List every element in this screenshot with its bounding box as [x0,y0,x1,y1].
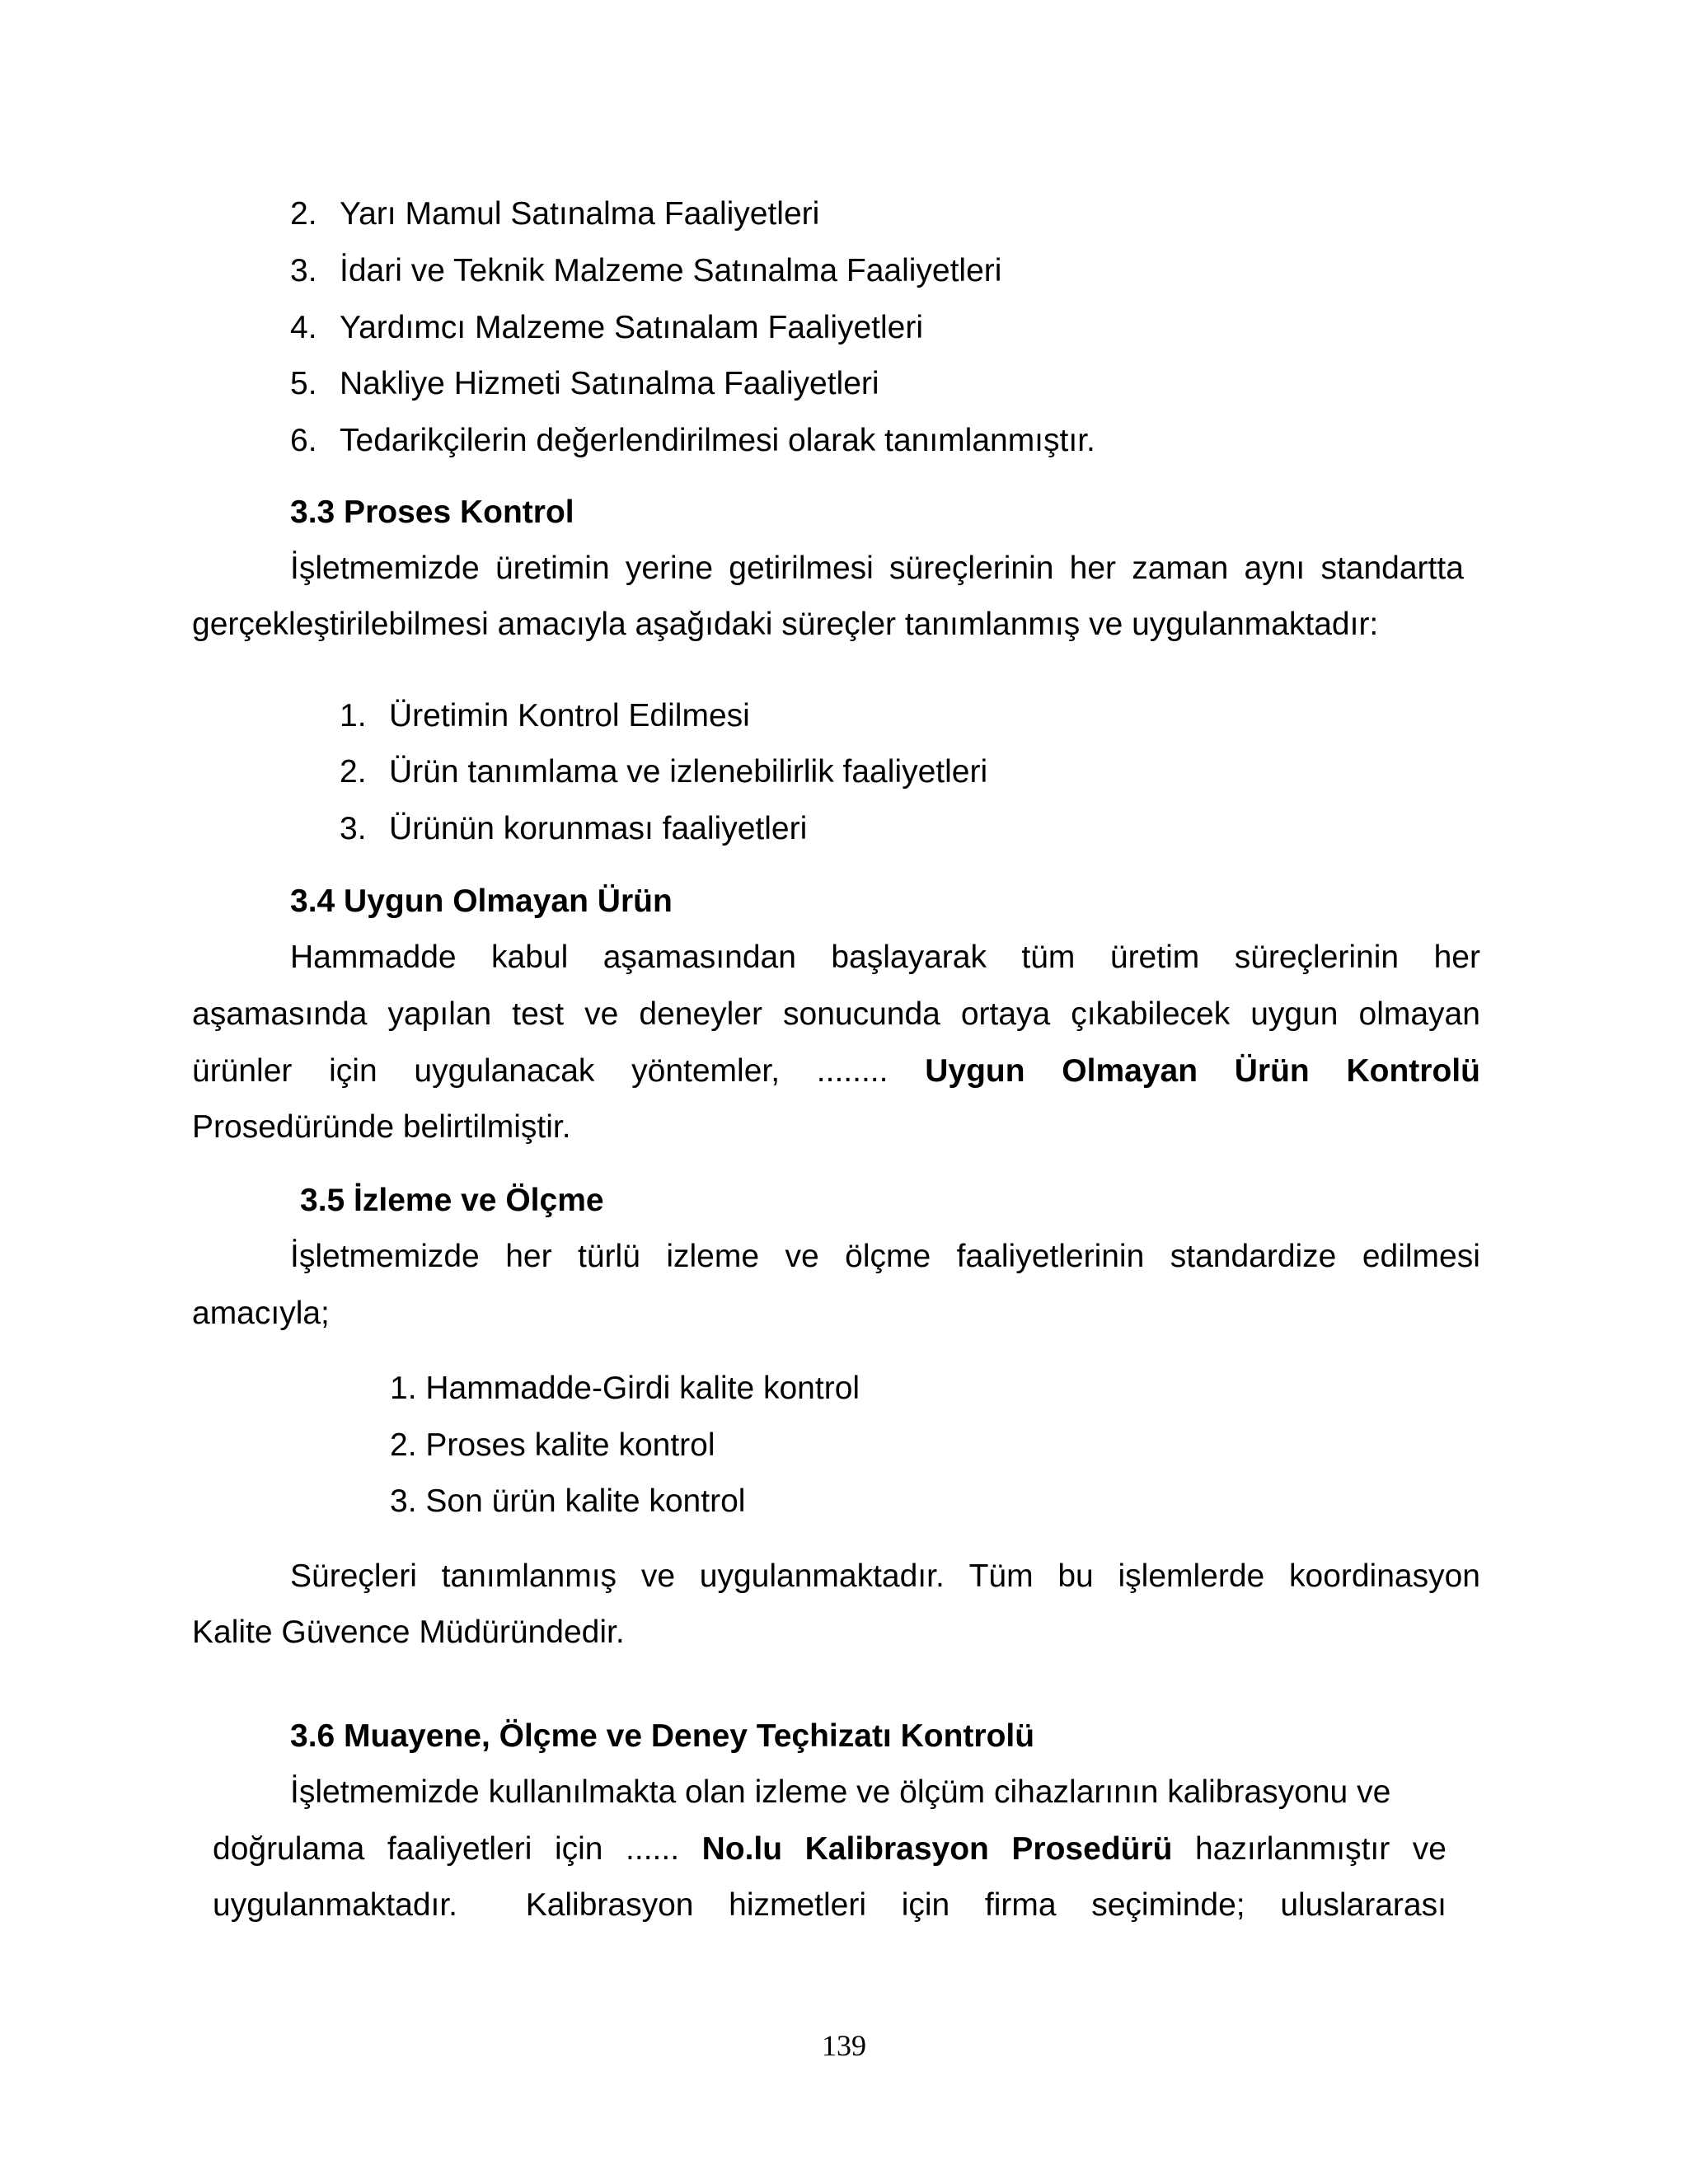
list-item [290,255,1001,287]
paragraph-line [290,941,1480,973]
paragraph-line [192,1055,1480,1087]
word: bu [1057,1558,1094,1594]
list-number: 2. [340,754,367,790]
word: uygulanmaktadır. [213,1887,458,1923]
list-item [290,312,923,344]
list-item: 1. Hammadde-Girdi kalite kontrol [390,1371,860,1406]
word: ölçme [845,1239,931,1274]
list-number: 3. [340,811,367,846]
word: hizmetleri [729,1887,867,1923]
paragraph-line: Kalite Güvence Müdüründedir. [192,1615,625,1650]
paragraph-line [213,1833,1447,1865]
bold-word: Kontrolü [1346,1053,1480,1089]
list-text: Üretimin Kontrol Edilmesi [389,698,750,733]
list-number: 1. [340,698,367,733]
word: süreçlerinin [1234,940,1400,975]
paragraph-line [213,1889,1447,1921]
list-item [290,368,879,400]
list-text: Ürünün korunması faaliyetleri [389,811,808,846]
word: kabul [491,940,569,975]
word: üretim [1109,940,1200,975]
word: seçiminde; [1091,1887,1245,1923]
word: ve [785,1239,819,1274]
word: her [1433,940,1480,975]
list-text: Ürün tanımlama ve izlenebilirlik faaliyetleri [389,754,988,790]
word: faaliyetlerinin [956,1239,1145,1274]
word: ve [640,1558,676,1594]
list-text: Nakliye Hizmeti Satınalma Faaliyetleri [340,366,879,401]
list-number: 3. [290,253,317,288]
paragraph-line [192,998,1480,1030]
word: İşletmemizde [290,1239,480,1274]
list-item [340,756,987,788]
list-text: Tedarikçilerin değerlendirilmesi olarak tanımlanmıştır. [340,423,1095,458]
word: edilmesi [1362,1239,1480,1274]
word: getirilmesi [729,551,874,586]
word: sonucunda [783,996,940,1032]
paragraph-line: amacıyla; [192,1296,330,1331]
word: uluslararası [1280,1887,1447,1923]
word: başlayarak [831,940,987,975]
paragraph-line: Prosedüründe belirtilmiştir. [192,1109,571,1145]
bold-word: Olmayan [1062,1053,1198,1089]
word: ...... [626,1831,680,1867]
list-item [340,813,807,845]
word: uygulanmaktadır. [699,1558,945,1594]
list-text: Yarı Mamul Satınalma Faaliyetleri [340,196,820,232]
word: tüm [1021,940,1076,975]
word: Hammadde [290,940,457,975]
word: ve [584,996,619,1032]
word: için [901,1887,950,1923]
word: ve [1412,1831,1447,1867]
section-heading: 3.4 Uygun Olmayan Ürün [290,883,673,919]
word: yapılan [387,996,492,1032]
list-text: Yardımcı Malzeme Satınalam Faaliyetleri [340,310,924,345]
word: çıkabilecek [1071,996,1231,1032]
bold-word: Ürün [1234,1053,1310,1089]
word: aşamasından [603,940,796,975]
list-item [340,700,750,732]
word: her [505,1239,552,1274]
word: İşletmemizde [290,551,480,586]
word: koordinasyon [1289,1558,1480,1594]
list-number: 2. [290,196,317,232]
paragraph-line [290,1560,1480,1592]
bold-word: No.lu [701,1831,783,1867]
list-item: 2. Proses kalite kontrol [390,1427,715,1463]
word: ürünler [192,1053,293,1089]
word: hazırlanmıştır [1195,1831,1390,1867]
word: üretimin [495,551,610,586]
list-number: 5. [290,366,317,401]
word: standartta [1320,551,1464,586]
word: yerine [625,551,714,586]
word: işlemlerde [1118,1558,1265,1594]
word: standardize [1170,1239,1337,1274]
word: için [554,1831,603,1867]
word: uygun [1250,996,1339,1032]
word: ........ [816,1053,889,1089]
word: faaliyetleri [387,1831,532,1867]
list-item [290,198,819,230]
word: firma [984,1887,1057,1923]
bold-word: Uygun [925,1053,1025,1089]
word: süreçlerinin [889,551,1054,586]
paragraph-line [290,552,1464,584]
list-number: 4. [290,310,317,345]
word: zaman [1132,551,1229,586]
word: türlü [578,1239,640,1274]
list-text: İdari ve Teknik Malzeme Satınalma Faaliyetleri [340,253,1002,288]
word: aşamasında [192,996,368,1032]
paragraph-line: İşletmemizde kullanılmakta olan izleme ve ölçüm cihazlarının kalibrasyonu ve [290,1774,1391,1810]
bold-word: Prosedürü [1011,1831,1173,1867]
list-item: 3. Son ürün kalite kontrol [390,1483,746,1519]
word: Süreçleri [290,1558,417,1594]
word: için [329,1053,377,1089]
word: Kalibrasyon [525,1887,694,1923]
list-item [290,424,1095,457]
word: ortaya [960,996,1051,1032]
word: Tüm [968,1558,1034,1594]
word: aynı [1244,551,1306,586]
word: tanımlanmış [441,1558,617,1594]
word: yöntemler, [631,1053,781,1089]
word: deneyler [639,996,762,1032]
word: olmayan [1358,996,1480,1032]
word: uygulanacak [414,1053,595,1089]
word: izleme [666,1239,760,1274]
paragraph-line: gerçekleştirilebilmesi amacıyla aşağıdaki süreçler tanımlanmış ve uygulanmaktadır: [192,607,1379,642]
word: test [512,996,565,1032]
section-heading: 3.5 İzleme ve Ölçme [300,1183,604,1218]
word: her [1069,551,1117,586]
section-heading: 3.3 Proses Kontrol [290,494,574,530]
list-number: 6. [290,423,317,458]
page-number: 139 [822,2029,866,2062]
bold-word: Kalibrasyon [804,1831,989,1867]
section-heading: 3.6 Muayene, Ölçme ve Deney Teçhizatı Kontrolü [290,1718,1035,1754]
word: doğrulama [213,1831,365,1867]
paragraph-line [290,1240,1480,1272]
